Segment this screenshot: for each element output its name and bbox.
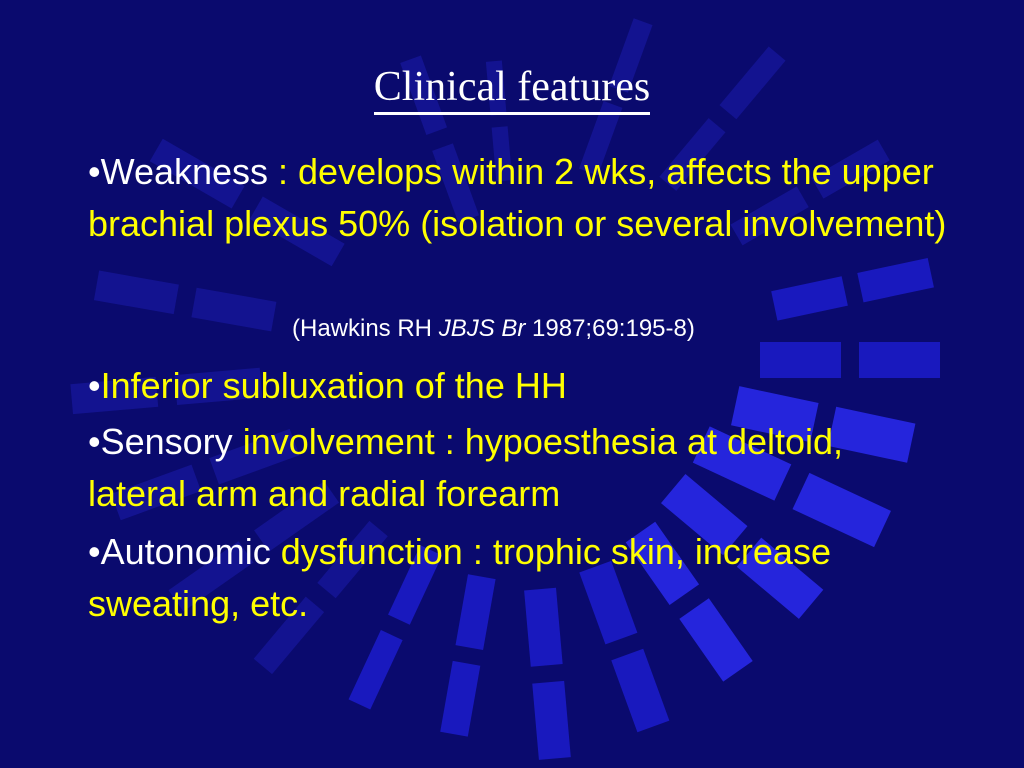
bullet-marker: •	[88, 365, 101, 406]
bullet-marker: •	[88, 531, 101, 572]
bullet-marker: •	[88, 151, 101, 192]
bullet-sensory	[88, 416, 948, 520]
bullet-text: dysfunction : trophic skin, increase sweating, etc.	[88, 531, 831, 624]
bullet-lead: Sensory	[100, 421, 233, 462]
bullet-text: Inferior subluxation of the HH	[100, 365, 567, 406]
slide-title	[0, 66, 1024, 108]
citation-journal: JBJS Br	[438, 315, 526, 342]
decorative-ray	[771, 276, 848, 320]
decorative-ray	[191, 288, 276, 332]
bullet-text: : develops within 2 wks, affects the upper brachial plexus 50% (isolation or several involvement)	[88, 151, 947, 244]
bullet-autonomic	[88, 526, 948, 630]
decorative-ray	[857, 258, 934, 302]
decorative-ray	[611, 649, 669, 733]
bullet-subluxation	[88, 360, 948, 412]
bullet-text: involvement : hypoesthesia at deltoid, lateral arm and radial forearm	[88, 421, 844, 514]
bullet-weakness	[88, 146, 948, 250]
bullet-marker: •	[88, 421, 101, 462]
citation-prefix: (Hawkins RH	[292, 315, 439, 342]
citation	[292, 312, 695, 346]
bullet-lead: Autonomic	[100, 531, 271, 572]
decorative-ray	[532, 681, 571, 760]
decorative-ray	[94, 271, 179, 315]
bullet-lead: Weakness	[100, 151, 269, 192]
decorative-ray	[440, 661, 480, 737]
slide-title-text: Clinical features	[374, 64, 650, 115]
decorative-ray	[349, 630, 403, 709]
citation-suffix: 1987;69:195-8)	[525, 315, 695, 342]
